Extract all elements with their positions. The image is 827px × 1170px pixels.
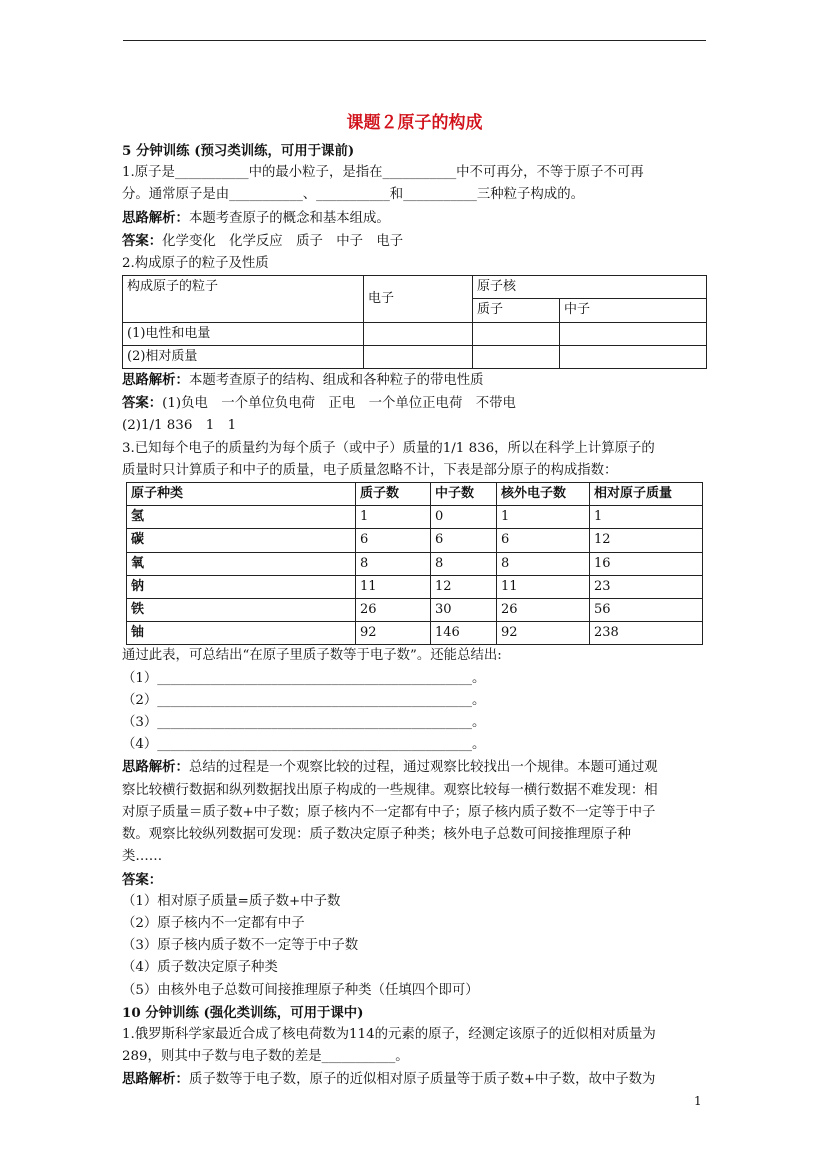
table-cell: 0 xyxy=(431,506,497,529)
table-cell: 92 xyxy=(497,622,590,645)
question-2-stem: 2.构成原子的粒子及性质 xyxy=(122,256,269,272)
table-cell: 26 xyxy=(497,599,590,622)
answer-list xyxy=(122,891,707,1002)
element-name-cell: 铀 xyxy=(127,622,356,645)
element-name-cell: 钠 xyxy=(127,575,356,598)
element-name-cell: 氢 xyxy=(127,506,356,529)
table-header: 中子数 xyxy=(431,483,497,506)
question-1-line-2: 分。通常原子是由___________、___________和___________三种粒子构成的。 xyxy=(122,187,584,203)
page-number: 1 xyxy=(694,1094,702,1108)
analysis-label: 思路解析： xyxy=(122,759,189,776)
document-body xyxy=(122,110,707,1092)
section-heading-5min: 5 分钟训练 (预习类训练，可用于课前) xyxy=(122,143,355,159)
table-row-mass: (2)相对质量 xyxy=(123,345,364,368)
atom-composition-table xyxy=(126,482,703,645)
table-cell: 30 xyxy=(431,599,497,622)
answer-item: （4）质子数决定原子种类 xyxy=(122,960,278,976)
question-1-analysis xyxy=(122,207,707,230)
table-cell: 11 xyxy=(497,575,590,598)
table-header-particle: 构成原子的粒子 xyxy=(123,276,364,322)
question-3-line-1: 3.已知每个电子的质量约为每个质子（或中子）质量的1/1 836，所以在科学上计算原子的 xyxy=(122,440,655,456)
analysis-label: 思路解析： xyxy=(122,1071,189,1088)
fill-blank-line: （1）_______________________________________________。 xyxy=(122,670,486,686)
table-cell: 11 xyxy=(356,575,431,598)
header-rule xyxy=(123,40,706,41)
table-header: 相对原子质量 xyxy=(590,483,703,506)
table-cell: 12 xyxy=(431,575,497,598)
analysis-text: 总结的过程是一个观察比较的过程，通过观察比较找出一个规律。本题可通过观 xyxy=(188,760,658,776)
table-body xyxy=(127,506,703,645)
question-1-line-1: 1.原子是___________中的最小粒子，是指在___________中不可再分，不等于原子不可再 xyxy=(122,165,644,181)
analysis-label: 思路解析： xyxy=(122,372,189,389)
section2-question-1-line-2: 289，则其中子数与电子数的差是___________。 xyxy=(122,1049,409,1065)
table-cell: 8 xyxy=(497,552,590,575)
table-cell: 8 xyxy=(356,552,431,575)
element-name-cell: 氧 xyxy=(127,552,356,575)
table-cell xyxy=(560,322,707,345)
answer-label: 答案： xyxy=(122,232,163,249)
table-cell: 23 xyxy=(590,575,703,598)
table-row xyxy=(127,529,703,552)
table-cell: 146 xyxy=(431,622,497,645)
question-3-analysis-line-3: 对原子质量＝质子数+中子数；原子核内不一定都有中子；原子核内质子数不一定等于中子 xyxy=(122,804,656,820)
table-row xyxy=(127,622,703,645)
answer-item: （2）原子核内不一定都有中子 xyxy=(122,915,305,931)
table-cell: 8 xyxy=(431,552,497,575)
answer-text: 化学变化 化学反应 质子 中子 电子 xyxy=(162,233,404,249)
table-header-neutron: 中子 xyxy=(560,299,707,322)
table-row xyxy=(127,552,703,575)
question-3-summary: 通过此表，可总结出“在原子里质子数等于电子数”。还能总结出: xyxy=(122,648,502,664)
answer-label: 答案： xyxy=(122,871,163,888)
table-header: 质子数 xyxy=(356,483,431,506)
answer-item: （3）原子核内质子数不一定等于中子数 xyxy=(122,938,359,954)
table-cell xyxy=(473,322,560,345)
table-cell: 12 xyxy=(590,529,703,552)
table-header-electron: 电子 xyxy=(364,276,473,322)
table-cell xyxy=(560,345,707,368)
fill-blank-line: （4）_______________________________________________。 xyxy=(122,737,486,753)
answer-item: （5）由核外电子总数可间接推理原子种类（任填四个即可） xyxy=(122,982,479,998)
table-cell xyxy=(364,322,473,345)
answer-item: （1）相对原子质量=质子数+中子数 xyxy=(122,893,341,909)
table-cell xyxy=(364,345,473,368)
table-header: 原子种类 xyxy=(127,483,356,506)
question-3-analysis-line-1 xyxy=(122,756,707,779)
element-name-cell: 碳 xyxy=(127,529,356,552)
table-cell: 1 xyxy=(590,506,703,529)
table-cell: 1 xyxy=(497,506,590,529)
answer-label: 答案： xyxy=(122,395,163,412)
table-cell: 6 xyxy=(356,529,431,552)
analysis-label: 思路解析： xyxy=(122,209,189,226)
table-row xyxy=(127,506,703,529)
section-heading-10min: 10 分钟训练 (强化类训练，可用于课中) xyxy=(122,1004,364,1021)
table-cell: 6 xyxy=(431,529,497,552)
section2-question-1-analysis xyxy=(122,1068,707,1091)
fill-blank-list xyxy=(122,668,707,757)
question-1-answer xyxy=(122,230,707,253)
table-cell xyxy=(473,345,560,368)
table-header: 核外电子数 xyxy=(497,483,590,506)
question-3-analysis-line-2: 察比较横行数据和纵列数据找出原子构成的一些规律。观察比较每一横行数据不难发现：相 xyxy=(122,782,658,798)
table-header-nucleus: 原子核 xyxy=(473,276,707,299)
question-3-analysis-line-4: 数。观察比较纵列数据可发现：质子数决定原子种类；核外电子总数可间接推理原子种 xyxy=(122,827,631,843)
section2-question-1-line-1: 1.俄罗斯科学家最近合成了核电荷数为114的元素的原子，经测定该原子的近似相对质量为 xyxy=(122,1026,656,1042)
question-3-analysis-line-5: 类…… xyxy=(122,849,163,865)
analysis-text: 本题考查原子的概念和基本组成。 xyxy=(188,210,390,226)
element-name-cell: 铁 xyxy=(127,599,356,622)
analysis-text: 质子数等于电子数，原子的近似相对原子质量等于质子数+中子数，故中子数为 xyxy=(188,1072,656,1088)
table-row xyxy=(127,575,703,598)
fill-blank-line: （2）_______________________________________________。 xyxy=(122,692,486,708)
table-row-charge: (1)电性和电量 xyxy=(123,322,364,345)
table-cell: 26 xyxy=(356,599,431,622)
table-cell: 1 xyxy=(356,506,431,529)
fill-blank-line: （3）_______________________________________________。 xyxy=(122,715,486,731)
question-2-answer-2: (2)1/1 836 1 1 xyxy=(122,418,237,434)
question-2-answer xyxy=(122,392,707,415)
answer-text: (1)负电 一个单位负电荷 正电 一个单位正电荷 不带电 xyxy=(162,396,516,412)
table-cell: 16 xyxy=(590,552,703,575)
analysis-text: 本题考查原子的结构、组成和各种粒子的带电性质 xyxy=(188,373,484,389)
table-cell: 92 xyxy=(356,622,431,645)
table-cell: 6 xyxy=(497,529,590,552)
question-2-analysis xyxy=(122,369,707,392)
question-3-line-2: 质量时只计算质子和中子的质量，电子质量忽略不计，下表是部分原子的构成指数： xyxy=(122,462,618,478)
table-cell: 56 xyxy=(590,599,703,622)
table-cell: 238 xyxy=(590,622,703,645)
particle-properties-table xyxy=(122,275,707,369)
table-header-proton: 质子 xyxy=(473,299,560,322)
table-row xyxy=(127,599,703,622)
page-title: 课题２原子的构成 xyxy=(346,113,483,133)
